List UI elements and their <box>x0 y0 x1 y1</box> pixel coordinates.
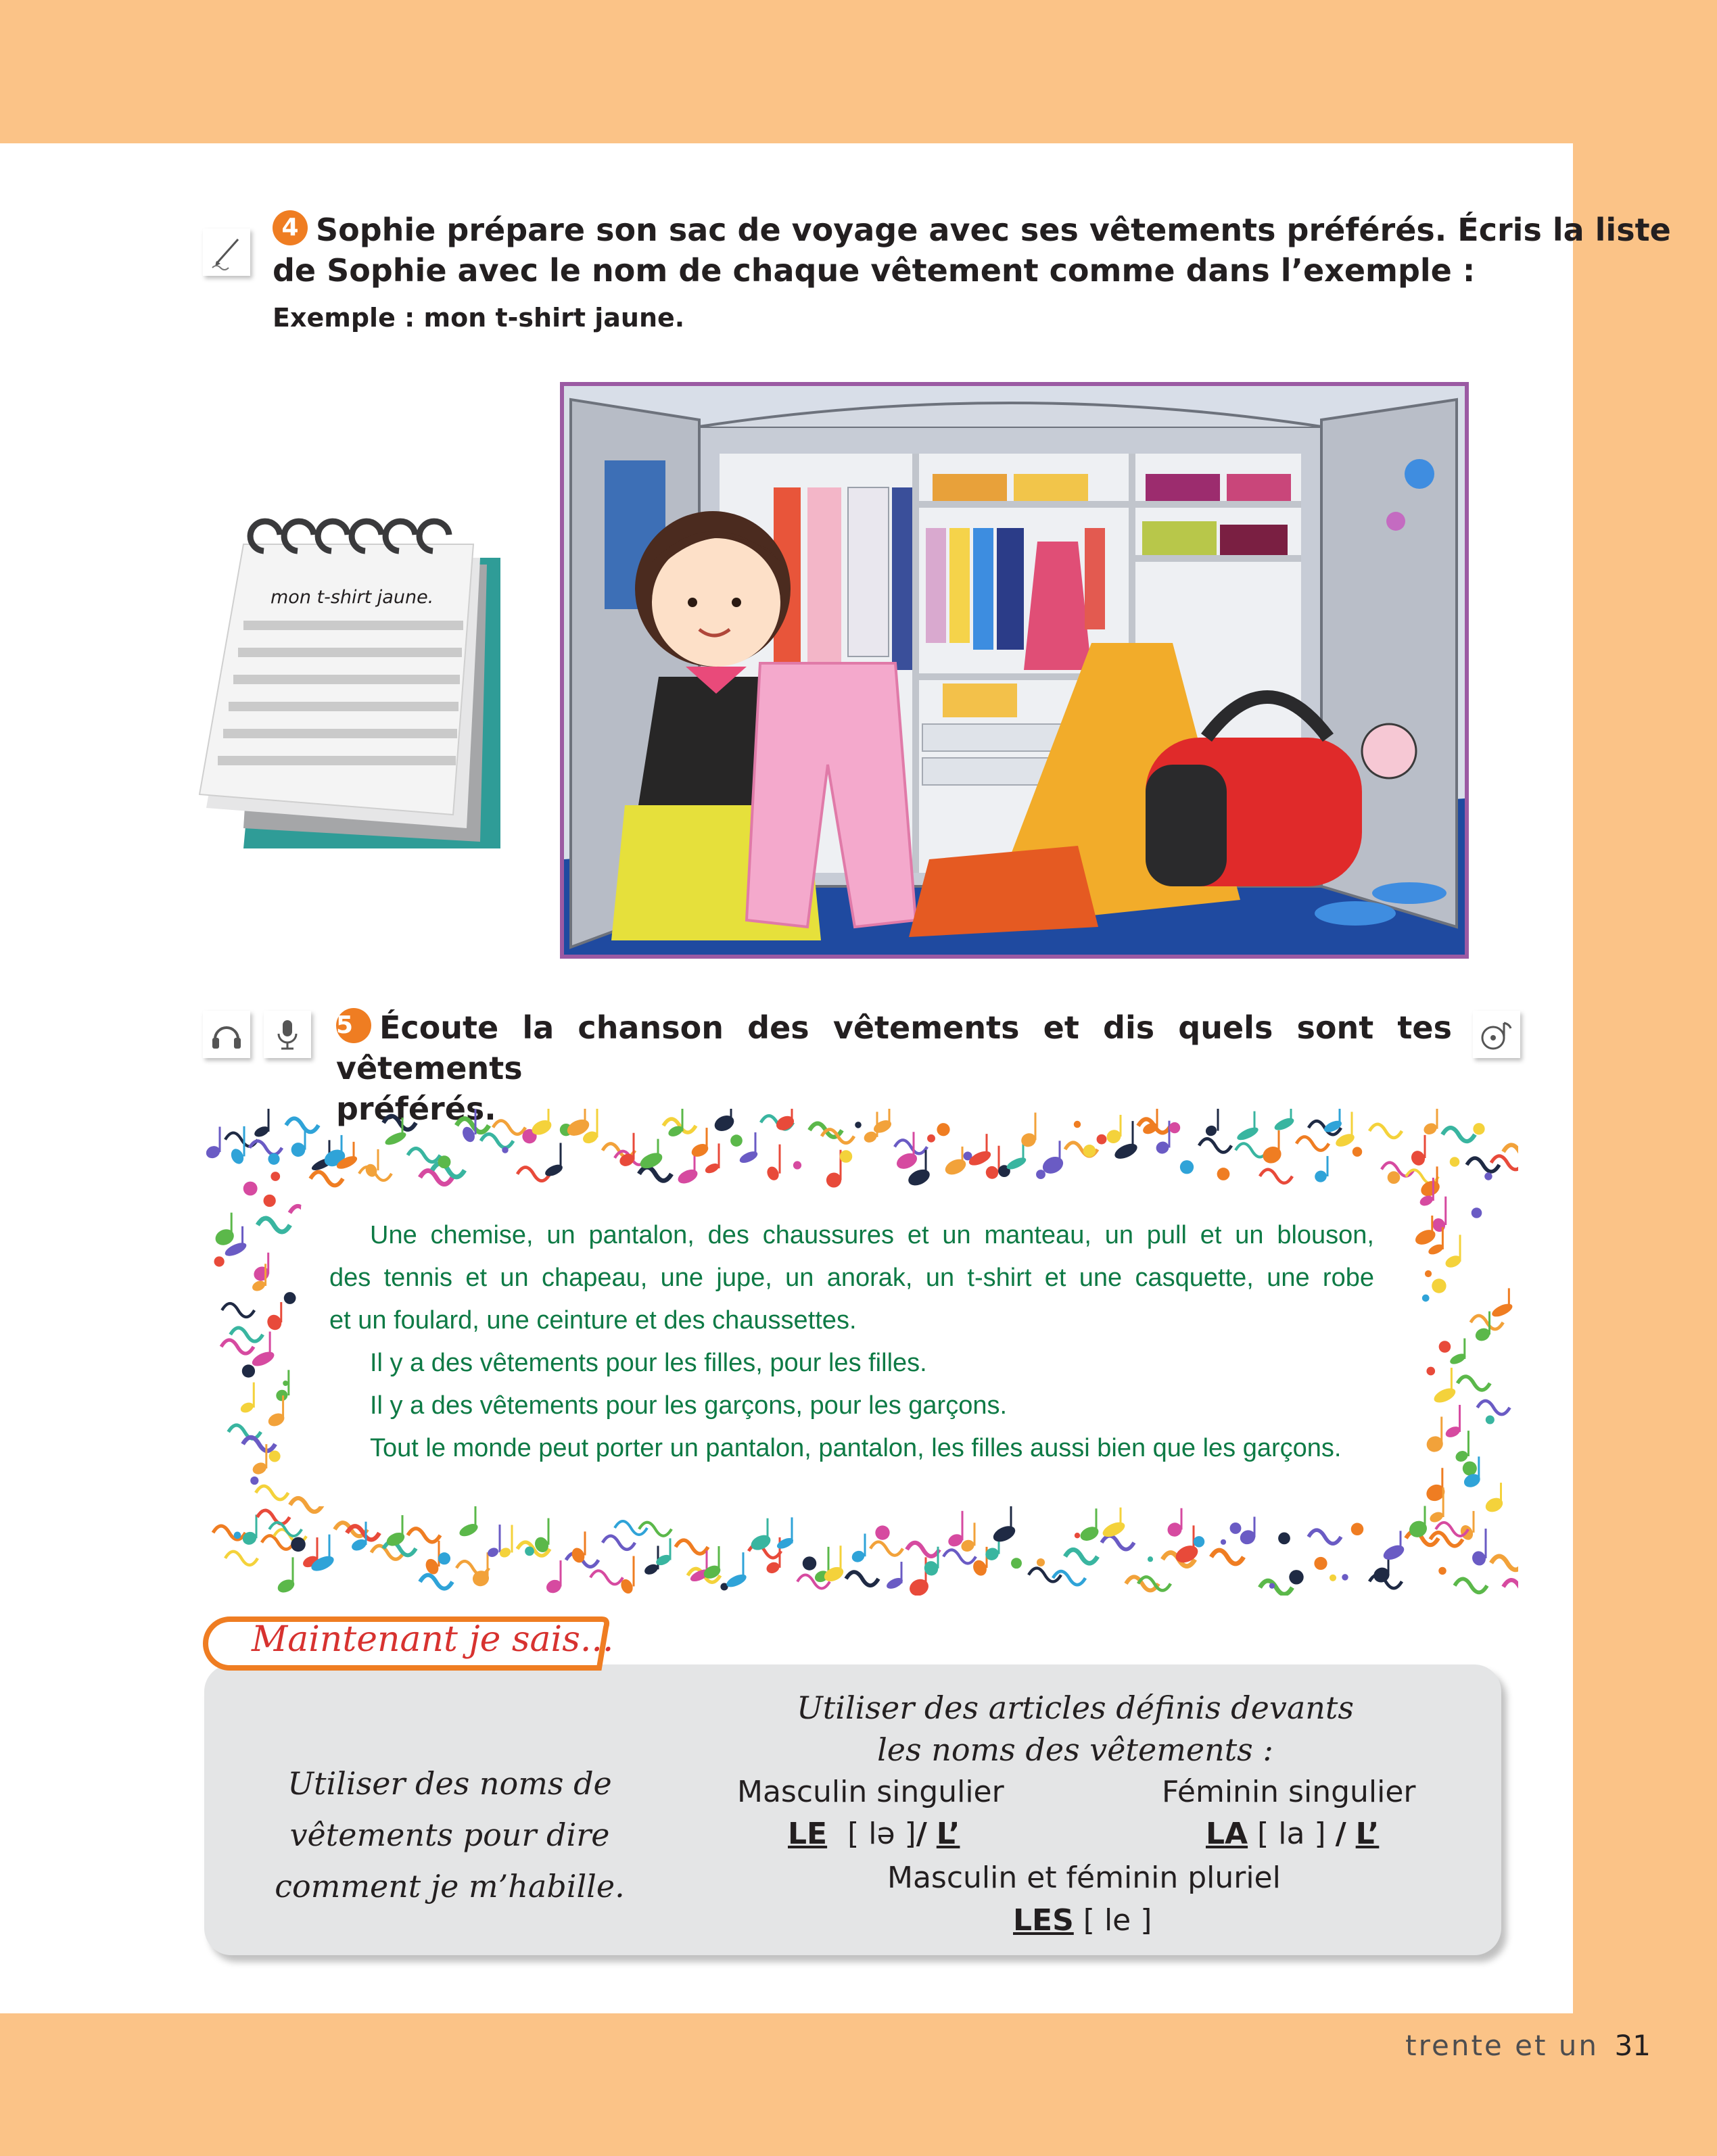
wardrobe-scene <box>560 382 1469 959</box>
page-number-words: trente et un <box>1405 2029 1599 2062</box>
song-line-3: et un foulard, une ceinture et des chaussettes. <box>329 1306 857 1335</box>
exercise-4-line2: de Sophie avec le nom de chaque vêtement comme dans l’exemple : <box>273 252 1476 289</box>
maintenant-title: Maintenant je sais... <box>252 1619 614 1660</box>
masculin-articles: LE [ lə ]/ L’ <box>788 1817 960 1851</box>
recap-left-line2: vêtements pour dire <box>289 1817 610 1853</box>
article-les-phonetic: [ le ] <box>1083 1903 1152 1938</box>
song-line-6: Tout le monde peut porter un pantalon, pantalon, les filles aussi bien que les garçons. <box>370 1434 1342 1462</box>
pluriel-articles <box>1013 1903 1152 1938</box>
feminin-singulier-label: Féminin singulier <box>1162 1775 1416 1809</box>
notebook-illustration <box>196 510 507 862</box>
exercise-4-line1: Sophie prépare son sac de voyage avec ses vêtements préférés. Écris la liste <box>316 212 1671 248</box>
pencil-icon <box>208 234 245 270</box>
recap-right-title2: les noms des vêtements : <box>877 1731 1273 1768</box>
article-le-phonetic: [ lə ] <box>847 1817 916 1851</box>
article-les: LES <box>1013 1903 1074 1938</box>
recap-left-line3: comment je m’habille. <box>275 1868 625 1905</box>
article-la: LA <box>1206 1817 1248 1851</box>
article-l-feminin: L’ <box>1355 1817 1380 1851</box>
exercise-5-line1: Écoute la chanson des vêtements et dis quels sont tes vêtements <box>336 1009 1452 1086</box>
recap-right-title1: Utiliser des articles définis devants <box>797 1690 1354 1726</box>
recap-left-line1: Utiliser des noms de <box>287 1765 612 1802</box>
masculin-singulier-label: Masculin singulier <box>737 1775 1004 1809</box>
song-line-2: des tennis et un chapeau, une jupe, un anorak, un t-shirt et une casquette, une robe <box>329 1264 1374 1292</box>
article-la-phonetic: [ la ] <box>1257 1817 1326 1851</box>
pluriel-label: Masculin et féminin pluriel <box>887 1861 1281 1895</box>
notebook-label: mon t-shirt jaune. <box>271 587 434 608</box>
feminin-articles: LA [ la ] / L’ <box>1206 1817 1380 1851</box>
recap-left-text <box>267 1758 632 1912</box>
song-line-1: Une chemise, un pantalon, des chaussures et un manteau, un pull et un blouson, <box>370 1221 1374 1249</box>
exercise-4-example: Exemple : mon t-shirt jaune. <box>273 303 685 333</box>
exercise-4-number: 4 <box>273 210 308 245</box>
music-disc-icon-box <box>1473 1011 1520 1058</box>
article-le: LE <box>788 1817 828 1851</box>
exercise-4-instruction <box>273 210 1671 291</box>
exercise-5-number: 5 <box>336 1008 371 1043</box>
page-number: 31 <box>1614 2029 1651 2062</box>
headphones-icon-box <box>203 1011 250 1058</box>
wardrobe-illustration <box>564 386 1465 955</box>
song-line-5: Il y a des vêtements pour les garçons, pour les garçons. <box>370 1391 1008 1420</box>
headphones-icon <box>208 1016 245 1053</box>
microphone-icon-box <box>264 1011 311 1058</box>
exercise-5-line2: préférés. <box>336 1091 496 1127</box>
article-l-masculin: L’ <box>936 1817 960 1851</box>
music-disc-icon <box>1478 1016 1515 1053</box>
microphone-icon <box>269 1016 306 1053</box>
pencil-icon-box <box>203 229 250 276</box>
recap-right-title <box>703 1687 1447 1771</box>
song-line-4: Il y a des vêtements pour les filles, pour les filles. <box>370 1349 927 1377</box>
